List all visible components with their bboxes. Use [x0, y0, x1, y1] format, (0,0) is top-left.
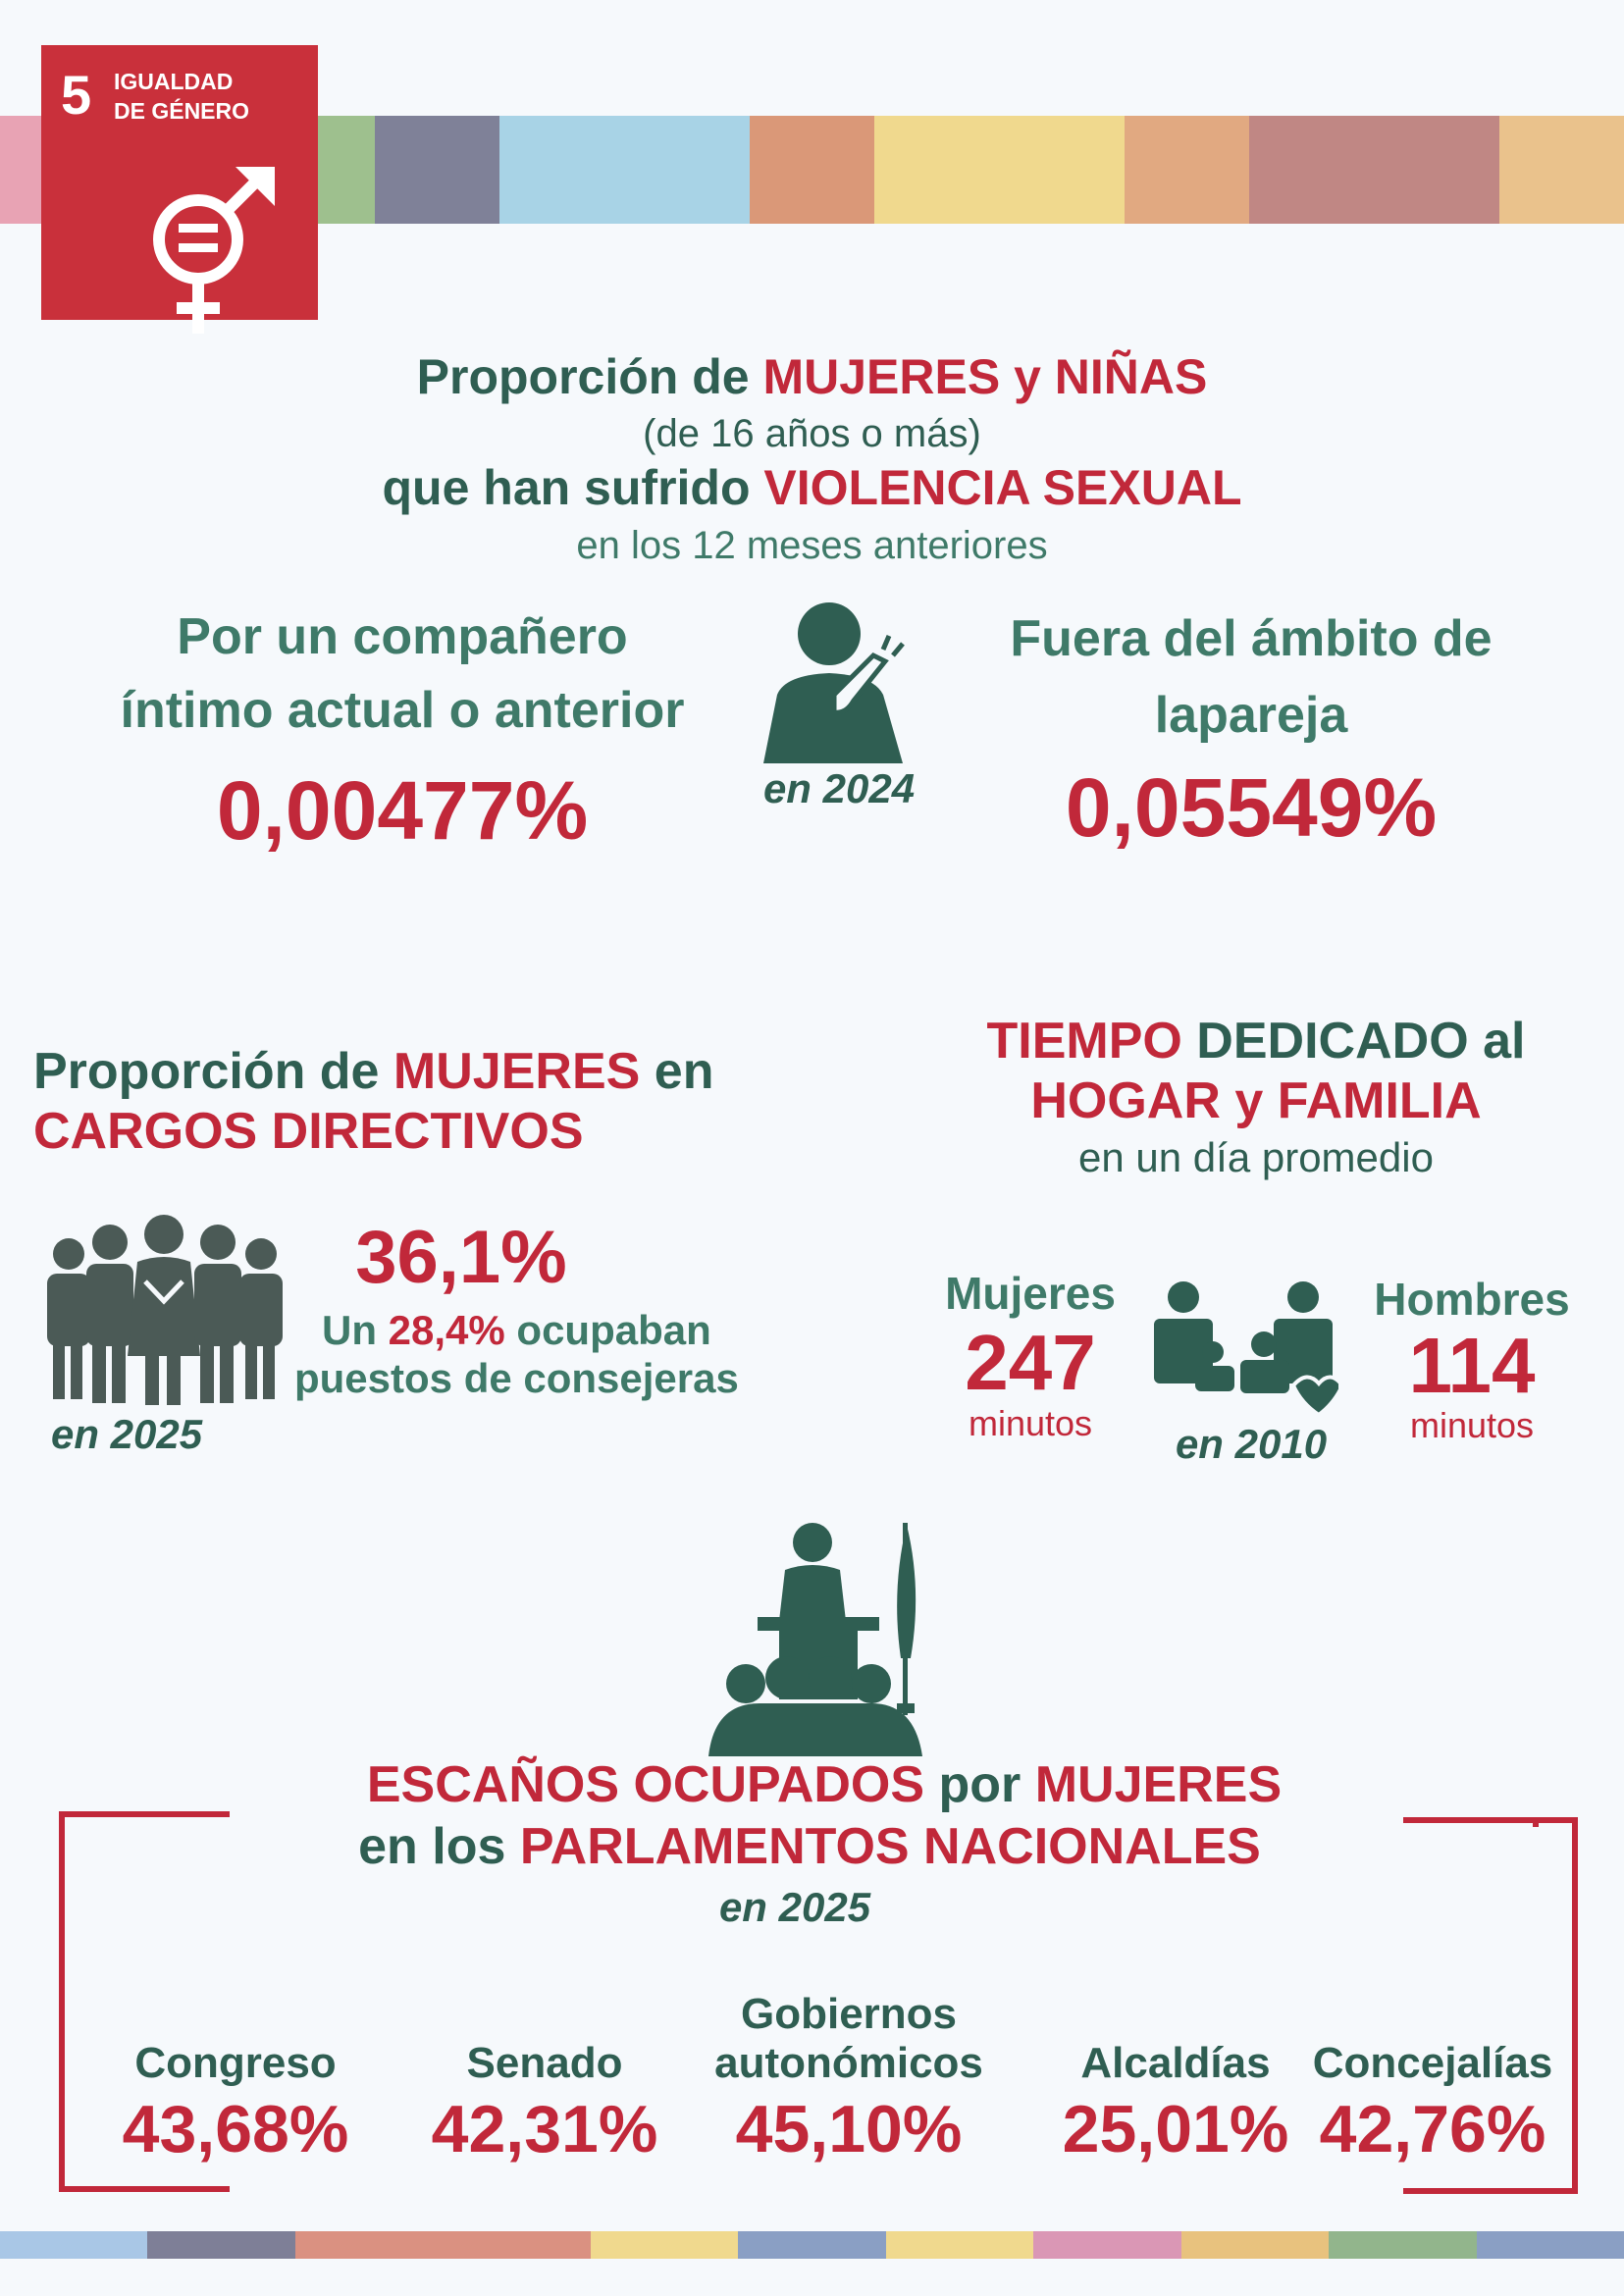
parliament-item-value: 25,01%: [1062, 2092, 1289, 2166]
sdg-badge: [41, 45, 318, 320]
time-women-value: 247: [965, 1319, 1096, 1406]
parliament-item-value: 45,10%: [735, 2092, 963, 2166]
parliament-item: [1285, 1990, 1580, 2170]
parliament-item: [98, 1990, 373, 2170]
time-men: Hombres 114 minutos: [1354, 1272, 1590, 1446]
stripe-segment: [1374, 116, 1498, 224]
parliament-speaker-icon: [705, 1511, 940, 1756]
parliament-item-value: 42,76%: [1319, 2092, 1546, 2166]
stripe-segment: [591, 2231, 738, 2259]
stripe-segment: [1000, 116, 1125, 224]
directors-value: 36,1%: [355, 1216, 567, 1299]
violence-outside: Fuera del ámbito de lapareja 0,05549%: [942, 600, 1560, 861]
parliament-item-value: 42,31%: [431, 2092, 658, 2166]
sdg-label: IGUALDAD DE GÉNERO: [114, 69, 250, 124]
violence-partner: Por un compañero íntimo actual o anterior 0,00477%: [59, 599, 746, 869]
stripe-segment: [443, 2231, 590, 2259]
stripe-segment: [750, 116, 874, 224]
violence-title: Proporción de MUJERES y NIÑAS (de 16 años o más) que han sufrido VIOLENCIA SEXUAL en los 12 meses anteriores: [0, 343, 1624, 573]
parliament-item-label-line1: [1285, 1990, 1580, 2039]
parliament-item-label: autonómicos: [714, 2039, 983, 2087]
stripe-segment: [1499, 116, 1624, 224]
violence-age: (de 16 años o más): [643, 412, 981, 455]
parliament-items: [98, 1990, 1570, 2186]
parliament-item: [1038, 1990, 1313, 2170]
stripe-segment: [499, 116, 624, 224]
directors-title: Proporción de MUJERES en CARGOS DIRECTIVOS: [33, 1043, 714, 1160]
stripe-segment: [1181, 2231, 1329, 2259]
parliament-item-value: 43,68%: [122, 2092, 349, 2166]
violence-period: en los 12 meses anteriores: [576, 524, 1048, 567]
stripe-segment: [1125, 116, 1249, 224]
stripe-segment: [1329, 2231, 1476, 2259]
time-year: en 2010: [1175, 1421, 1328, 1467]
stripe-segment: [1477, 2231, 1624, 2259]
stripe-segment: [1249, 116, 1374, 224]
parliament-item-label-line1: [98, 1990, 373, 2039]
stripe-segment: [874, 116, 999, 224]
stripe-segment: [738, 2231, 885, 2259]
violence-partner-value: 0,00477%: [216, 764, 589, 857]
parliament-item-label-line1: [422, 1990, 667, 2039]
stripe-segment: [1033, 2231, 1180, 2259]
time-men-value: 114: [1408, 1322, 1536, 1409]
parliament-item-label: Alcaldías: [1080, 2039, 1271, 2087]
parliament-item-label-line1: [1038, 1990, 1313, 2039]
stripe-segment: [886, 2231, 1033, 2259]
stripe-segment: [375, 116, 499, 224]
parliament-item-label-line1: Gobiernos: [740, 1990, 958, 2038]
violence-outside-value: 0,05549%: [1065, 761, 1438, 854]
time-title: TIEMPO DEDICADO al HOGAR y FAMILIA en un día promedio: [986, 1013, 1526, 1180]
group-people-icon: [41, 1213, 287, 1409]
parliament-item-label: Concejalías: [1312, 2039, 1553, 2087]
violence-year: en 2024: [762, 765, 916, 811]
stripe-segment: [295, 2231, 443, 2259]
directors-year: en 2025: [51, 1411, 203, 1457]
stripe-segment: [147, 2231, 294, 2259]
parliament-item: [422, 1990, 667, 2170]
stripe-segment: [625, 116, 750, 224]
bottom-color-stripe: [0, 2231, 1624, 2259]
family-icon: [1150, 1276, 1338, 1433]
directors-stats: 36,1% Un 28,4% ocupaban puestos de consejeras: [294, 1209, 805, 1403]
parliament-title: ESCAÑOS OCUPADOS por MUJERES en los PARLAMENTOS NACIONALES en 2025: [358, 1756, 1283, 1930]
time-women: Mujeres 247 minutos: [922, 1266, 1138, 1442]
sdg-number: 5: [61, 64, 92, 126]
stripe-segment: [0, 2231, 147, 2259]
support-person-icon: [756, 597, 922, 765]
gender-equality-icon: [128, 159, 294, 345]
parliament-item: [697, 1990, 1001, 2170]
parliament-item-label: Senado: [466, 2039, 623, 2087]
parliament-item-label: Congreso: [134, 2039, 337, 2087]
